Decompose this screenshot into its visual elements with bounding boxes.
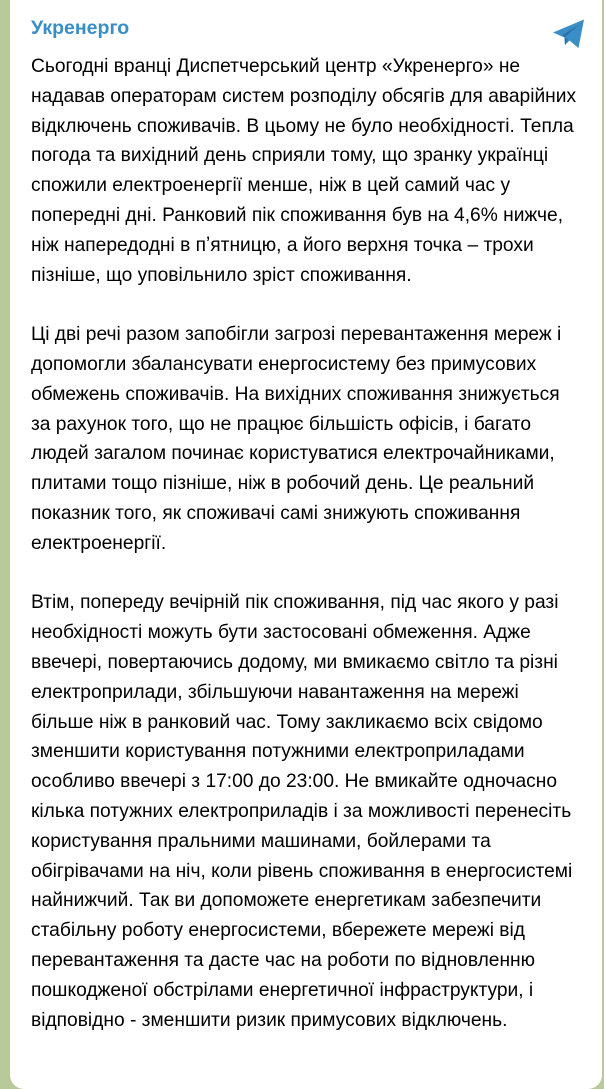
- message-text: [31, 52, 584, 1035]
- paragraph-gap: [31, 559, 584, 589]
- message-bubble: [10, 0, 602, 1089]
- message-header: [31, 14, 584, 48]
- channel-name[interactable]: Укренерго: [31, 17, 130, 39]
- message-paragraph-3: Втім, попереду вечірній пік споживання, під час якого у разі необхідності можуть бути застосовані обмеження. Адже ввечері, повертаючись додому, ми вмикаємо світло та різні електроприлади, збільшуючи навантаження на мережі більше ніж в ранковий час. Тому закликаємо всіх свідомо зменшити користування потужними електроприладами особливо ввечері з 17:00 до 23:00. Не вмикайте одночасно кілька потужних електроприладів і за можливості перенесіть користування пральними машинами, бойлерами та обігрівачами на ніч, коли рівень споживання в енергосистемі найнижчий. Так ви допоможете енергетикам забезпечити стабільну роботу енергосистеми, вбережете мережі від перевантаження та дасте час на роботи по відновленню пошкодженої обстрілами енергетичної інфраструктури, і відповідно - зменшити ризик примусових відключень.: [31, 592, 573, 1031]
- paragraph-gap: [31, 290, 584, 320]
- telegram-send-icon[interactable]: [550, 16, 588, 52]
- message-paragraph-1: Сьогодні вранці Диспетчерський центр «Укренерго» не надавав операторам систем розподілу обсягів для аварійних відключень споживачів. В цьому не було необхідності. Тепла погода та вихідний день сприяли тому, що зранку українці спожили електроенергії менше, ніж в цей самий час у попередні дні. Ранковий пік споживання був на 4,6% нижче, ніж напередодні в пʼятницю, а його верхня точка – трохи пізніше, що уповільнило зріст споживання.: [31, 56, 577, 286]
- message-paragraph-2: Ці дві речі разом запобігли загрозі перевантаження мереж і допомогли збалансувати енергосистему без примусових обмежень споживачів. На вихідних споживання знижується за рахунок того, що не працює більшість офісів, і багато людей загалом починає користуватися електрочайниками, плитами тощо пізніше, ніж в робочий день. Це реальний показник того, як споживачі самі знижують споживання електроенергії.: [31, 324, 562, 554]
